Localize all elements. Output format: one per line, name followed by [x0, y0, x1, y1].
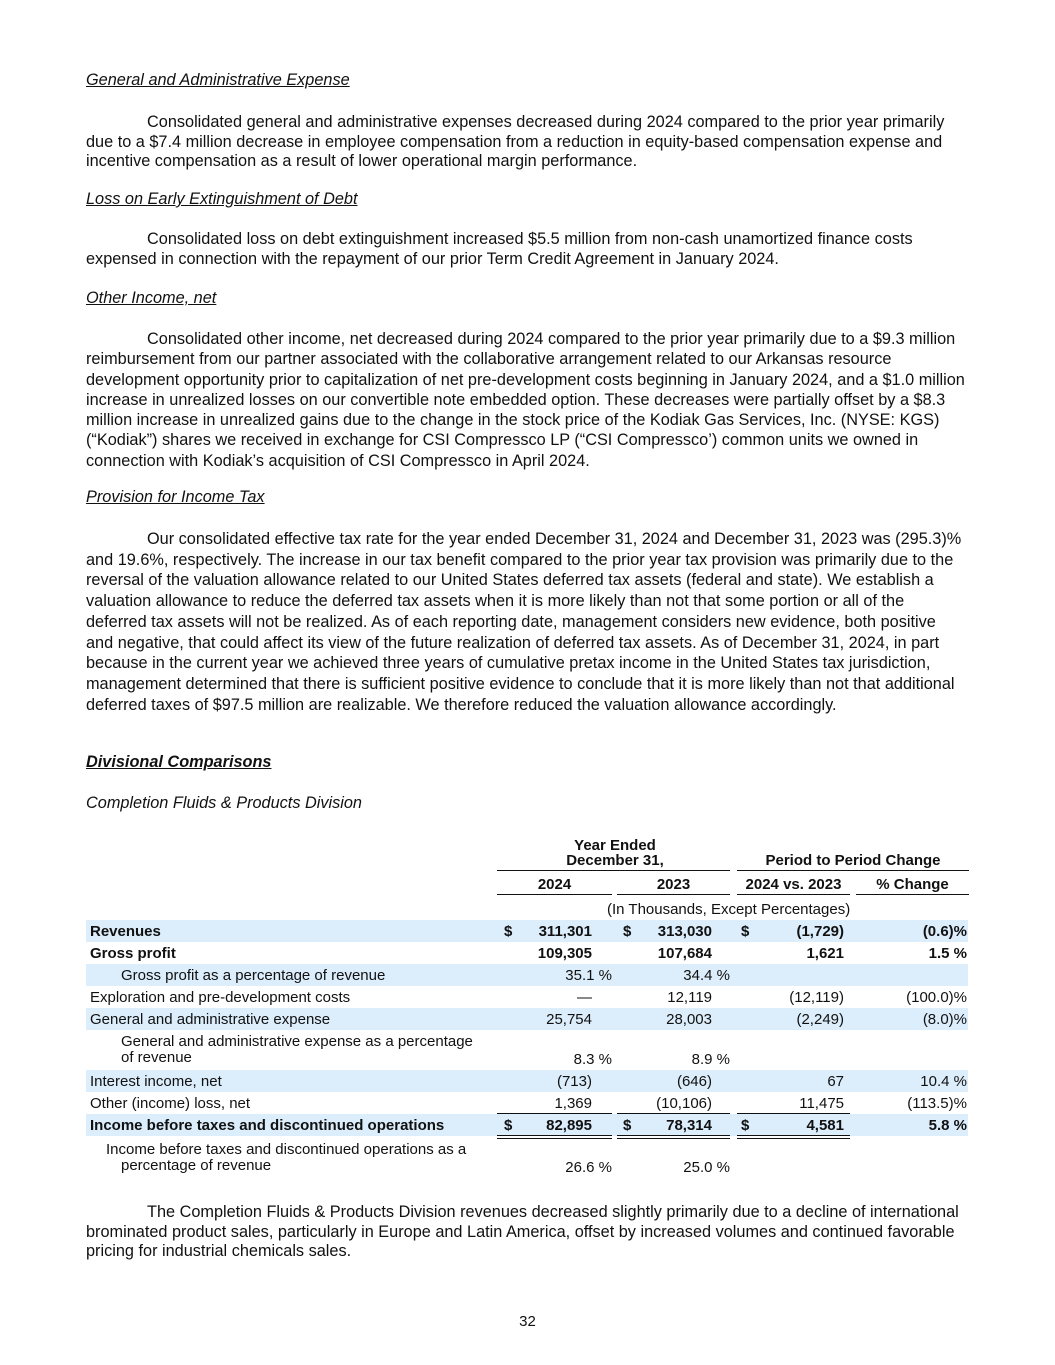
value-change: 1,621 [806, 945, 844, 962]
row-label: Other (income) loss, net [90, 1095, 251, 1112]
header-period-change: Period to Period Change [765, 852, 941, 869]
divider [737, 870, 969, 871]
divider [737, 1135, 850, 1139]
divider [497, 1135, 612, 1139]
row-label: General and administrative expense as a percentage [121, 1033, 473, 1050]
row-label: Income before taxes and discontinued operations as a [106, 1141, 467, 1158]
divider [737, 1113, 850, 1114]
value-2024: 1,369 [554, 1095, 592, 1112]
value-2023: (10,106) [656, 1095, 712, 1112]
pct-2023: 8.9 % [691, 1051, 730, 1068]
section-heading-income-tax: Provision for Income Tax [86, 488, 265, 506]
page-number: 32 [519, 1313, 536, 1330]
table-row [86, 986, 968, 1008]
section-text-debt: Consolidated loss on debt extinguishment increased $5.5 million from non-cash unamortized finance costs expensed in connection with the repayment of our prior Term Credit Agreement in January 2024. [86, 230, 913, 268]
header-dec31: December 31, [566, 852, 664, 869]
currency-symbol: $ [504, 1117, 513, 1134]
table-row [86, 942, 968, 964]
col-2023: 2023 [656, 876, 691, 893]
currency-symbol: $ [741, 1117, 750, 1134]
value-change: (1,729) [796, 923, 844, 940]
table-row [86, 920, 968, 942]
currency-symbol: $ [741, 923, 750, 940]
value-2023: 28,003 [666, 1011, 712, 1028]
value-2024: — [577, 989, 592, 1006]
division-title: Completion Fluids & Products Division [86, 794, 362, 812]
value-2023: 78,314 [666, 1117, 712, 1134]
section-text-income-tax: Our consolidated effective tax rate for the year ended December 31, 2024 and December 31, 2023 was (295.3)% and 19.6%, respectively. The increase in our tax benefit compared to the prior year tax provision was primarily due to the reversal of the valuation allowance related to our United States deferred tax assets (federal and state). We establish a valuation allowance to reduce the deferred tax assets when it is more likely than not that some portion or all of the deferred tax assets will not be realized. As of each reporting date, management considers new evidence, both positive and negative, that could affect its view of the future realization of deferred tax assets. As of December 31, 2024, in part because in the current year we achieved three years of cumulative pretax income in the United States tax jurisdiction, management determined that there is sufficient positive evidence to conclude that it is more likely than not that additional deferred taxes of $97.5 million are realizable. We therefore reduced the valuation allowance accordingly. [86, 530, 962, 714]
closing-text: The Completion Fluids & Products Division revenues decreased slightly primarily due to a decline of international brominated product sales, particularly in Europe and Latin America, offset by increased volumes and continued favorable pricing for industrial chemicals sales. [86, 1203, 959, 1261]
value-2024: 82,895 [546, 1117, 592, 1134]
value-change: 11,475 [799, 1095, 844, 1112]
row-label: Gross profit as a percentage of revenue [121, 967, 386, 984]
row-label-cont: of revenue [121, 1049, 192, 1066]
value-2024: 109,305 [537, 945, 592, 962]
value-pct-change: 10.4 % [920, 1073, 967, 1090]
section-text-ga: Consolidated general and administrative expenses decreased during 2024 compared to the prior year primarily due to a $7.4 million decrease in employee compensation from a reduction in equity-based compensation expense and incentive compensation as a result of lower operational margin performance. [86, 113, 945, 171]
divider [497, 894, 612, 895]
table-row [86, 964, 968, 986]
table-row [86, 1114, 968, 1136]
value-pct-change: 5.8 % [928, 1117, 967, 1134]
divider [856, 894, 969, 895]
table-row [86, 1008, 968, 1030]
row-label: General and administrative expense [90, 1011, 331, 1028]
table-row [86, 1032, 968, 1070]
row-label: Gross profit [90, 945, 176, 962]
col-2024: 2024 [537, 876, 572, 893]
divider [617, 894, 730, 895]
value-change: (2,249) [796, 1011, 844, 1028]
value-2024: 25,754 [546, 1011, 592, 1028]
section-text-other-income: Consolidated other income, net decreased during 2024 compared to the prior year primarily due to a $9.3 million reimbursement from our partner associated with the collaborative arrangement related to our Arkansas resource development opportunity prior to capitalization of net pre-development costs beginning in January 2024, and a $1.0 million increase in unrealized losses on our convertible note embedded option. These decreases were partially offset by a $8.3 million increase in unrealized gains due to the change in the stock price of the Kodiak Gas Services, Inc. (NYSE: KGS) (“Kodiak”) shares we received in exchange for CSI Compressco LP (“CSI Compressco’) common units we owned in connection with Kodiak’s acquisition of CSI Compressco in April 2024. [86, 330, 965, 470]
currency-symbol: $ [504, 923, 513, 940]
value-change: 67 [827, 1073, 844, 1090]
divider [497, 870, 730, 871]
table-row [86, 1070, 968, 1092]
header-year-ended: Year Ended [574, 837, 656, 854]
pct-2024: 35.1 % [565, 967, 612, 984]
row-label-cont: percentage of revenue [121, 1157, 272, 1174]
value-change: (12,119) [789, 989, 844, 1006]
row-label: Income before taxes and discontinued operations [90, 1117, 445, 1134]
col-pct-change: % Change [876, 876, 949, 893]
pct-2024: 8.3 % [573, 1051, 612, 1068]
pct-2024: 26.6 % [565, 1159, 612, 1176]
currency-symbol: $ [623, 923, 632, 940]
divider [617, 1113, 730, 1114]
divider [497, 1113, 612, 1114]
value-pct-change: (113.5)% [907, 1095, 967, 1112]
section-heading-debt: Loss on Early Extinguishment of Debt [86, 190, 358, 208]
section-heading-other-income: Other Income, net [86, 289, 217, 307]
divider [617, 1135, 730, 1139]
value-pct-change: (100.0)% [906, 989, 967, 1006]
value-2024: (713) [556, 1073, 592, 1090]
value-2024: 311,301 [538, 923, 592, 940]
divisional-heading: Divisional Comparisons [86, 753, 272, 771]
divider [737, 894, 850, 895]
table-row [86, 1092, 968, 1114]
value-2023: 12,119 [667, 989, 712, 1006]
currency-symbol: $ [623, 1117, 632, 1134]
value-2023: 313,030 [657, 923, 712, 940]
value-pct-change: (0.6)% [922, 923, 967, 940]
value-2023: 107,684 [657, 945, 712, 962]
value-pct-change: 1.5 % [928, 945, 967, 962]
row-label: Exploration and pre-development costs [90, 989, 351, 1006]
pct-2023: 34.4 % [683, 967, 730, 984]
table-row [86, 1140, 968, 1178]
section-heading-ga: General and Administrative Expense [86, 71, 350, 89]
value-change: 4,581 [806, 1117, 844, 1134]
row-label: Revenues [90, 923, 161, 940]
col-vs: 2024 vs. 2023 [745, 876, 842, 893]
value-2023: (646) [676, 1073, 712, 1090]
value-pct-change: (8.0)% [922, 1011, 967, 1028]
units-note: (In Thousands, Except Percentages) [607, 901, 851, 918]
row-label: Interest income, net [90, 1073, 222, 1090]
pct-2023: 25.0 % [683, 1159, 730, 1176]
